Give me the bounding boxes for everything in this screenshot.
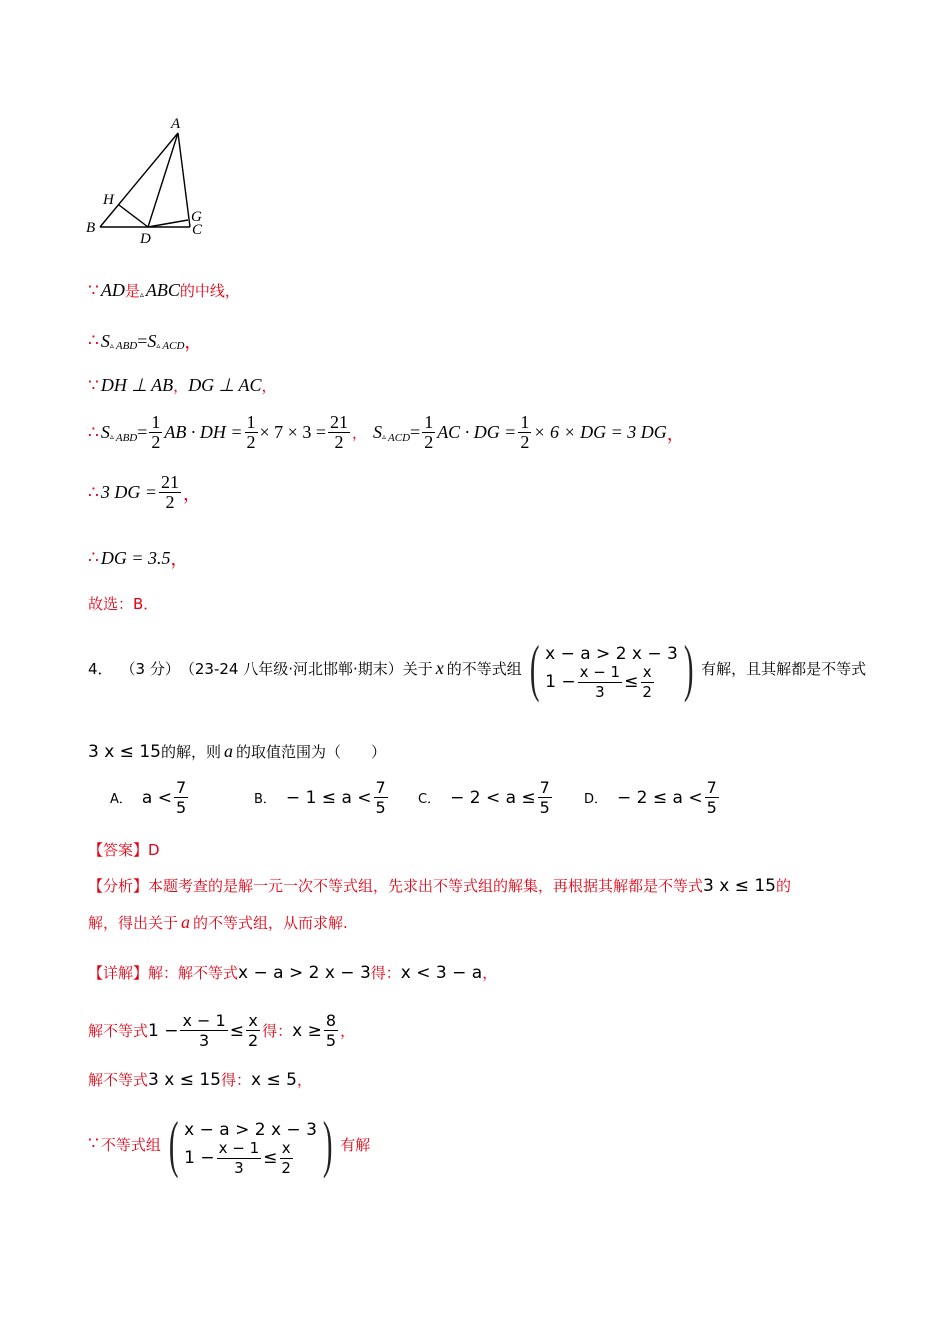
option-a[interactable]: A． a < $\frac{7}{5}$ [110, 778, 187, 817]
answer-line: 【答案】 D [88, 840, 160, 859]
detail-line-1: 【详解】 解：解不等式 x − a > 2 x − 3 得： x < 3 − a ， [88, 962, 498, 983]
fraction: $\frac{1}{2}$ [424, 412, 434, 452]
fraction: $\frac{21}{2}$ [330, 412, 348, 452]
label-a: A [171, 116, 181, 132]
fraction: $\frac{1}{2}$ [151, 412, 161, 452]
solution-line-3: ∵ DH ⊥ AB ， DG ⊥ AC ， [88, 375, 277, 396]
detail-line-3: 解不等式 3 x ≤ 15 得： x ≤ 5 ， [88, 1069, 312, 1090]
solution-line-1: ∵ AD 是 ▵ ABC 的中线， [88, 280, 240, 301]
solution-line-2: ∴ S ▵ ABD = S ▵ ACD ， [88, 330, 203, 352]
inequality-system: ( x − a > 2 x − 3 1 − $\frac{x - 1}{3}$ ≤ $\frac{x}{2}$ ) [529, 632, 694, 703]
detail-line-4: ∵ 不等式组 ( x − a > 2 x − 3 1 − $\frac{x - 1}{3}$ ≤ $\frac{x}{2}$ ) 有解 [88, 1108, 371, 1179]
option-c[interactable]: C． − 2 < a ≤ $\frac{7}{5}$ [418, 778, 550, 817]
label-h: H [103, 192, 114, 208]
question-4-line-2: 3 x ≤ 15 的解，则 a 的取值范围为（ ） [88, 741, 386, 762]
label-d: D [140, 231, 151, 247]
triangle-figure [80, 105, 230, 250]
analysis-line-2: 解，得出关于 a 的不等式组，从而求解. [88, 912, 348, 932]
solution-line-5: ∴ 3 DG = $\frac{21}{2}$ ， [88, 472, 201, 512]
triangle-symbol: ▵ [139, 290, 144, 299]
label-c: C [192, 222, 203, 238]
fraction: $\frac{1}{2}$ [246, 412, 256, 452]
fraction: $\frac{1}{2}$ [520, 412, 530, 452]
solution-line-4: ∴ S ▵ ABD = $\frac{1}{2}$ AB · DH = $\frac{1}{2}$ × 7 × 3 = $\frac{21}{2}$ ， S ▵ ACD = $\frac{1}{2}$ AC · DG = $\frac{1}{2}$ × 6 × DG = 3 DG ， [88, 412, 685, 452]
label-g: G [191, 209, 202, 225]
fraction: $\frac{21}{2}$ [160, 472, 179, 512]
option-d[interactable]: D． − 2 ≤ a < $\frac{7}{5}$ [584, 778, 717, 817]
detail-line-2: 解不等式 1 − $\frac{x - 1}{3}$ ≤ $\frac{x}{2}$ 得： x ≥ $\frac{8}{5}$ ， [88, 1011, 356, 1050]
question-4-header: 4． （3 分） （23-24 八年级·河北邯郸·期末） 关于 x 的不等式组 ( x − a > 2 x − 3 1 − $\frac{x - 1}{3}$ ≤ $\frac{x}{2}$ ) 有解，且其解都是不等式 [88, 632, 867, 703]
option-b[interactable]: B． − 1 ≤ a < $\frac{7}{5}$ [254, 778, 386, 817]
analysis-line-1: 【分析】 本题考查的是解一元一次不等式组，先求出不等式组的解集，再根据其解都是不等式 3 x ≤ 15 的 [88, 875, 792, 896]
label-b: B [86, 220, 96, 236]
final-choice: 故选：B． [88, 595, 159, 613]
inequality-system: ( x − a > 2 x − 3 1 − $\frac{x - 1}{3}$ ≤ $\frac{x}{2}$ ) [168, 1108, 333, 1179]
solution-line-6: ∴ DG = 3.5 ， [88, 547, 189, 569]
